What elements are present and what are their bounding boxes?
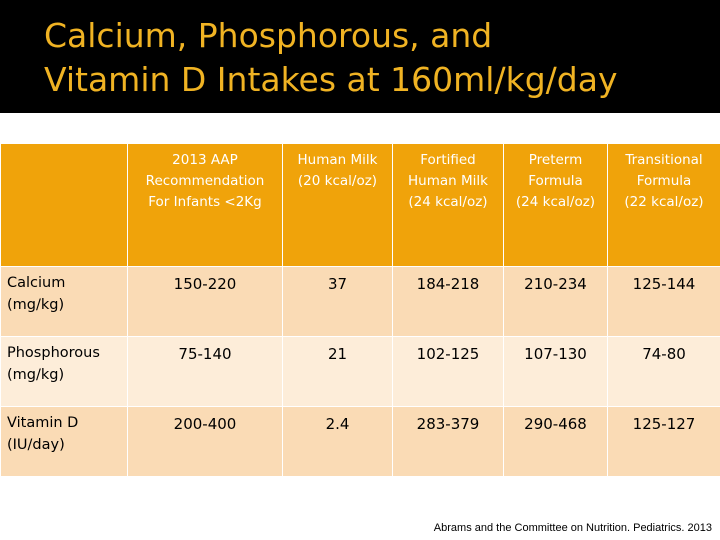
table-cell: 74-80 [608, 337, 720, 407]
header-fortified-human-milk: Fortified Human Milk (24 kcal/oz) [393, 144, 504, 267]
citation: Abrams and the Committee on Nutrition. Pediatrics. 2013 [433, 522, 712, 534]
slide-title-line-1: Calcium, Phosphorous, and [44, 16, 493, 55]
table-cell: 290-468 [504, 407, 608, 477]
table-cell: 283-379 [393, 407, 504, 477]
table-row-phosphorous [1, 337, 720, 407]
table-header-row [1, 144, 720, 267]
table-row-calcium [1, 267, 720, 337]
header-corner [1, 144, 128, 267]
table-cell: 210-234 [504, 267, 608, 337]
row-label-calcium: Calcium (mg/kg) [1, 267, 128, 337]
table-cell: 125-127 [608, 407, 720, 477]
table-cell: 200-400 [128, 407, 283, 477]
table-cell: 125-144 [608, 267, 720, 337]
row-label-vitamin-d: Vitamin D (IU/day) [1, 407, 128, 477]
table-cell: 150-220 [128, 267, 283, 337]
table-cell: 2.4 [283, 407, 393, 477]
table-row-vitamin-d [1, 407, 720, 477]
intake-table [0, 143, 720, 477]
slide-title [44, 14, 704, 102]
header-transitional-formula: Transitional Formula (22 kcal/oz) [608, 144, 720, 267]
table-cell: 107-130 [504, 337, 608, 407]
header-human-milk: Human Milk (20 kcal/oz) [283, 144, 393, 267]
table-cell: 102-125 [393, 337, 504, 407]
header-preterm-formula: Preterm Formula (24 kcal/oz) [504, 144, 608, 267]
slide-title-line-2: Vitamin D Intakes at 160ml/kg/day [44, 60, 618, 99]
header-aap-recommendation: 2013 AAP Recommendation For Infants <2Kg [128, 144, 283, 267]
table-cell: 37 [283, 267, 393, 337]
row-label-phosphorous: Phosphorous (mg/kg) [1, 337, 128, 407]
table-cell: 21 [283, 337, 393, 407]
table-cell: 184-218 [393, 267, 504, 337]
table-cell: 75-140 [128, 337, 283, 407]
